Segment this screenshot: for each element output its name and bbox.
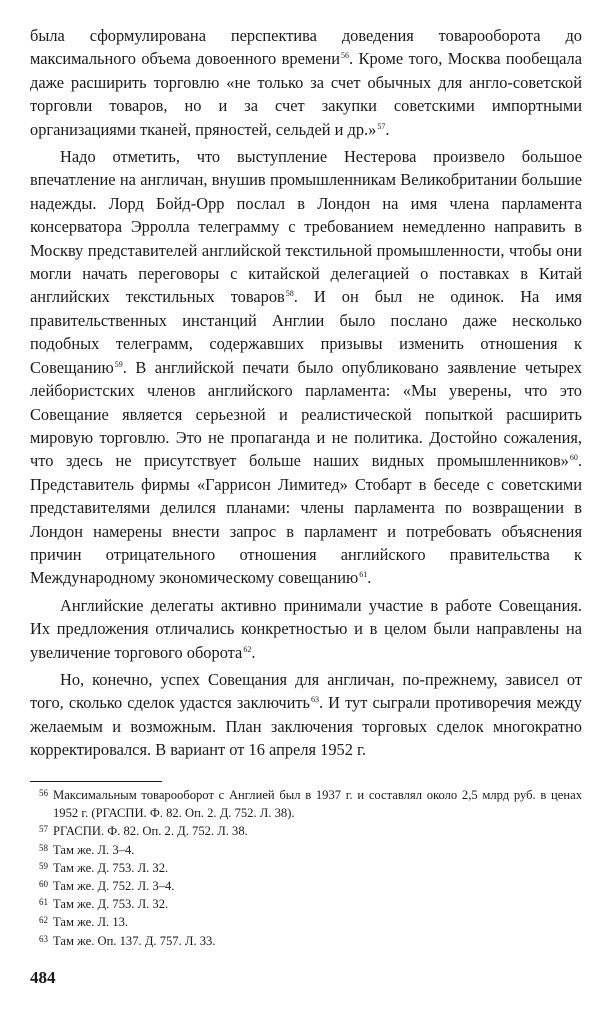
footnote-text: Там же. Л. 13. bbox=[53, 915, 129, 930]
text-run: . bbox=[251, 642, 256, 662]
footnote bbox=[30, 895, 582, 913]
footnote-text: Там же. Д. 752. Л. 3–4. bbox=[53, 879, 175, 894]
text-run: . bbox=[385, 119, 390, 139]
footnote bbox=[30, 822, 582, 840]
footnotes bbox=[30, 786, 582, 950]
footnote-number: 58 bbox=[39, 842, 48, 853]
paragraph-continued bbox=[30, 24, 582, 141]
footnote-ref: 63 bbox=[311, 695, 320, 705]
text-run: Но, конечно, успех Совещания для англичан, по-прежнему, зависел от того, сколько сделок удастся заключить bbox=[30, 669, 582, 713]
footnote-ref: 59 bbox=[114, 359, 123, 369]
text-run: . В английской печати было опубликовано заявление четырех лейбористских членов английского парламента: «Мы уверены, что это Совещание является серьезной и реалистической попыткой расширить мировую торговлю. Это не пропаганда и не политика. Достойно сожаления, что здесь не присутствует больше наших видных промышленников» bbox=[30, 357, 582, 471]
text-run: . И он был не одинок. На имя правительственных инстанций Англии было послано даже несколько подобных телеграмм, содержавших призывы изменить отношения к Совещанию bbox=[30, 287, 582, 377]
footnote-number: 60 bbox=[39, 879, 48, 890]
footnote-ref: 58 bbox=[285, 289, 294, 299]
main-text bbox=[30, 24, 582, 762]
text-run: . Представитель фирмы «Гаррисон Лимитед» Стобарт в беседе с советскими представителями делился планами: члены парламента по возвращении в Лондон намерены внести запрос в парламент и потребовать объяснения причин отрицательного отношения английского правительства к Международному экономическому совещанию bbox=[30, 451, 582, 588]
paragraph bbox=[30, 594, 582, 664]
footnote-ref: 62 bbox=[243, 644, 252, 654]
footnote bbox=[30, 913, 582, 931]
paragraph bbox=[30, 145, 582, 590]
footnote-text: Там же. Д. 753. Л. 32. bbox=[53, 897, 169, 912]
footnote-text: РГАСПИ. Ф. 82. Оп. 2. Д. 752. Л. 38. bbox=[53, 824, 248, 839]
footnote bbox=[30, 841, 582, 859]
text-run: . bbox=[367, 568, 372, 588]
footnote-text: Максимальным товарооборот с Англией был в 1937 г. и составлял около 2,5 млрд руб. в ценах 1952 г. (РГАСПИ. Ф. 82. Оп. 2. Д. 752. Л. 38). bbox=[53, 788, 582, 821]
footnote-ref: 56 bbox=[341, 51, 350, 61]
text-run: была сформулирована перспектива доведения товарооборота до максимального объема довоенного времени bbox=[30, 26, 582, 69]
footnote-number: 59 bbox=[39, 860, 48, 871]
footnote-number: 63 bbox=[39, 933, 48, 944]
footnote-text: Там же. Оп. 137. Д. 757. Л. 33. bbox=[53, 933, 216, 948]
footnote-ref: 57 bbox=[377, 121, 386, 131]
footnote bbox=[30, 859, 582, 877]
footnote-ref: 61 bbox=[359, 570, 368, 580]
footnote bbox=[30, 786, 582, 822]
footnote-number: 62 bbox=[39, 915, 48, 926]
footnote-divider bbox=[30, 781, 162, 782]
footnote-number: 56 bbox=[39, 788, 48, 798]
footnote-text: Там же. Л. 3–4. bbox=[53, 842, 135, 857]
footnote bbox=[30, 877, 582, 895]
footnote bbox=[30, 932, 582, 950]
footnote-ref: 60 bbox=[569, 453, 578, 463]
text-run: Английские делегаты активно принимали участие в работе Совещания. Их предложения отличались конкретностью и в целом были направлены на увеличение торгового оборота bbox=[30, 595, 582, 662]
paragraph bbox=[30, 668, 582, 762]
footnote-number: 57 bbox=[39, 824, 48, 835]
text-run: . И тут сыграли противоречия между желаемым и возможным. План заключения торговых сделок многократно корректировался. В вариант от 16 апреля 1952 г. bbox=[30, 693, 582, 760]
footnote-number: 61 bbox=[39, 897, 48, 908]
footnote-text: Там же. Д. 753. Л. 32. bbox=[53, 860, 169, 875]
text-run: Надо отметить, что выступление Нестерова произвело большое впечатление на англичан, внушив промышленникам Великобритании большие надежды. Лорд Бойд-Орр послал в Лондон на имя члена парламента консерватора Эрролла телеграмму с требованием немедленно направить в Москву представителей английской текстильной промышленности, чтобы они могли начать переговоры с китайской делегацией о поставках в Китай английских текстильных товаров bbox=[30, 147, 582, 307]
text-run: . Кроме того, Москва пообещала даже расширить торговлю «не только за счет обычных для англо-советской торговли товаров, но и за счет закупки советскими импортными организациями тканей, пряностей, сельдей и др.» bbox=[30, 49, 582, 139]
page-number: 484 bbox=[30, 968, 56, 987]
